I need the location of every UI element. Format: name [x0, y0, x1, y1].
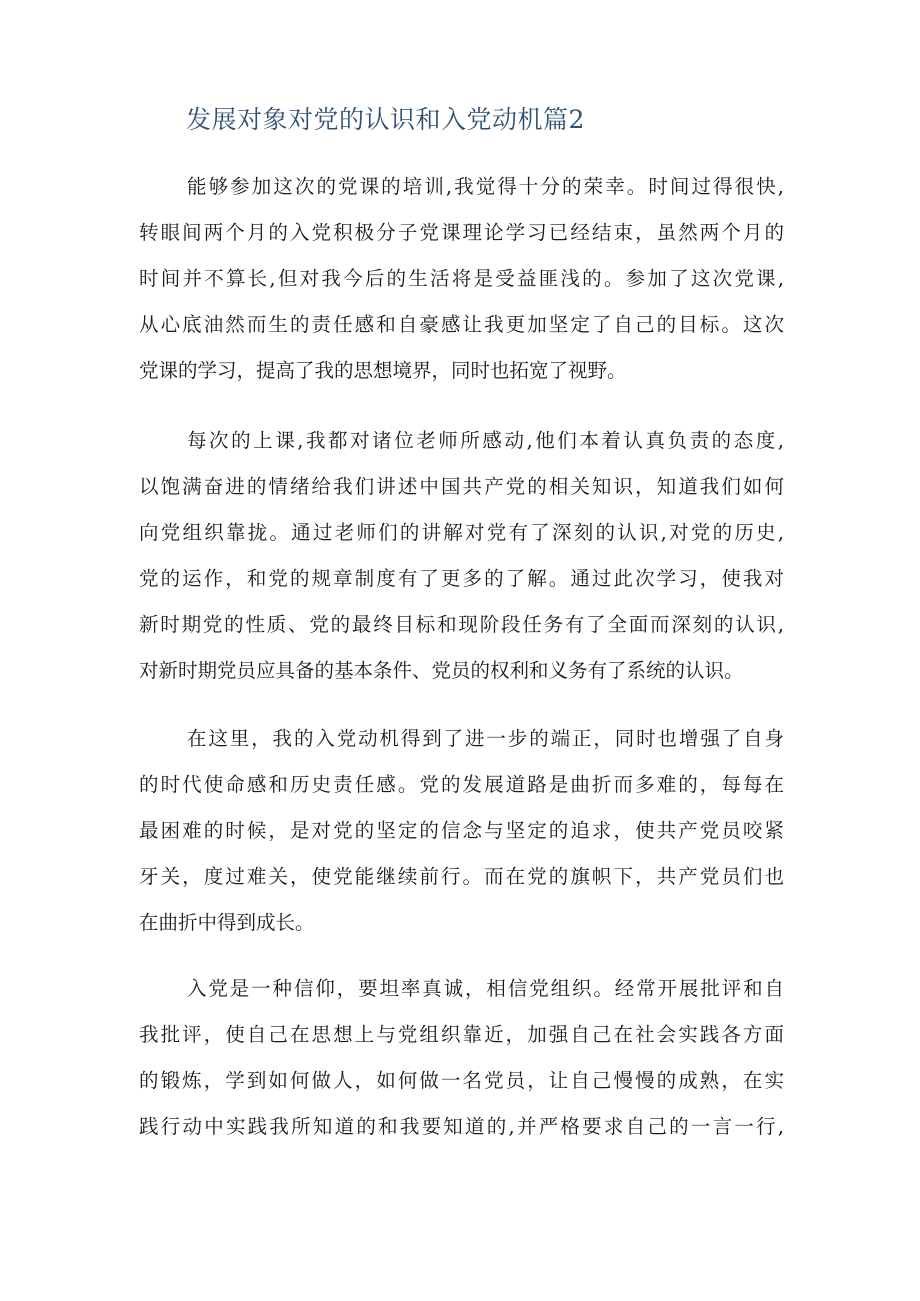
text-line: 转眼间两个月的入党积极分子党课理论学习已经结束，虽然两个月的: [139, 221, 784, 244]
text-line: 最困难的时候，是对党的坚定的信念与坚定的追求，使共产党员咬紧: [139, 819, 784, 842]
text-line: 时间并不算长,但对我今后的生活将是受益匪浅的。参加了这次党课,: [139, 267, 784, 290]
text-line: 入党是一种信仰，要坦率真诚，相信党组织。经常开展批评和自: [187, 977, 784, 1000]
text-line: 每次的上课,我都对诸位老师所感动,他们本着认真负责的态度,: [187, 429, 784, 452]
text-line: 对新时期党员应具备的基本条件、党员的权利和义务有了系统的认识。: [139, 659, 744, 682]
text-line: 党课的学习，提高了我的思想境界，同时也拓宽了视野。: [139, 359, 627, 382]
text-line: 践行动中实践我所知道的和我要知道的,并严格要求自己的一言一行,: [139, 1115, 784, 1138]
text-line: 在这里，我的入党动机得到了进一步的端正，同时也增强了自身: [187, 727, 784, 750]
paragraph-3: [139, 716, 784, 946]
text-line: 党的运作，和党的规章制度有了更多的了解。通过此次学习，使我对: [139, 567, 784, 590]
text-line: 的锻炼，学到如何做人，如何做一名党员，让自己慢慢的成熟，在实: [139, 1069, 784, 1092]
text-line: 的时代使命感和历史责任感。党的发展道路是曲折而多难的，每每在: [139, 773, 784, 796]
text-line: 我批评，使自己在思想上与党组织靠近，加强自己在社会实践各方面: [139, 1023, 784, 1046]
text-line: 能够参加这次的党课的培训,我觉得十分的荣幸。时间过得很快,: [187, 175, 784, 198]
text-line: 向党组织靠拢。通过老师们的讲解对党有了深刻的认识,对党的历史,: [139, 521, 784, 544]
document-title: 发展对象对党的认识和入党动机篇2: [186, 105, 585, 134]
paragraph-2: [139, 418, 784, 694]
text-line: 以饱满奋进的情绪给我们讲述中国共产党的相关知识，知道我们如何: [139, 475, 784, 498]
text-line: 新时期党的性质、党的最终目标和现阶段任务有了全面而深刻的认识,: [139, 613, 784, 636]
paragraph-4: [139, 966, 784, 1150]
paragraph-1: [139, 164, 784, 394]
text-line: 牙关，度过难关，使党能继续前行。而在党的旗帜下，共产党员们也: [139, 865, 784, 888]
text-line: 在曲折中得到成长。: [139, 911, 315, 934]
text-line: 从心底油然而生的责任感和自豪感让我更加坚定了自己的目标。这次: [139, 313, 784, 336]
